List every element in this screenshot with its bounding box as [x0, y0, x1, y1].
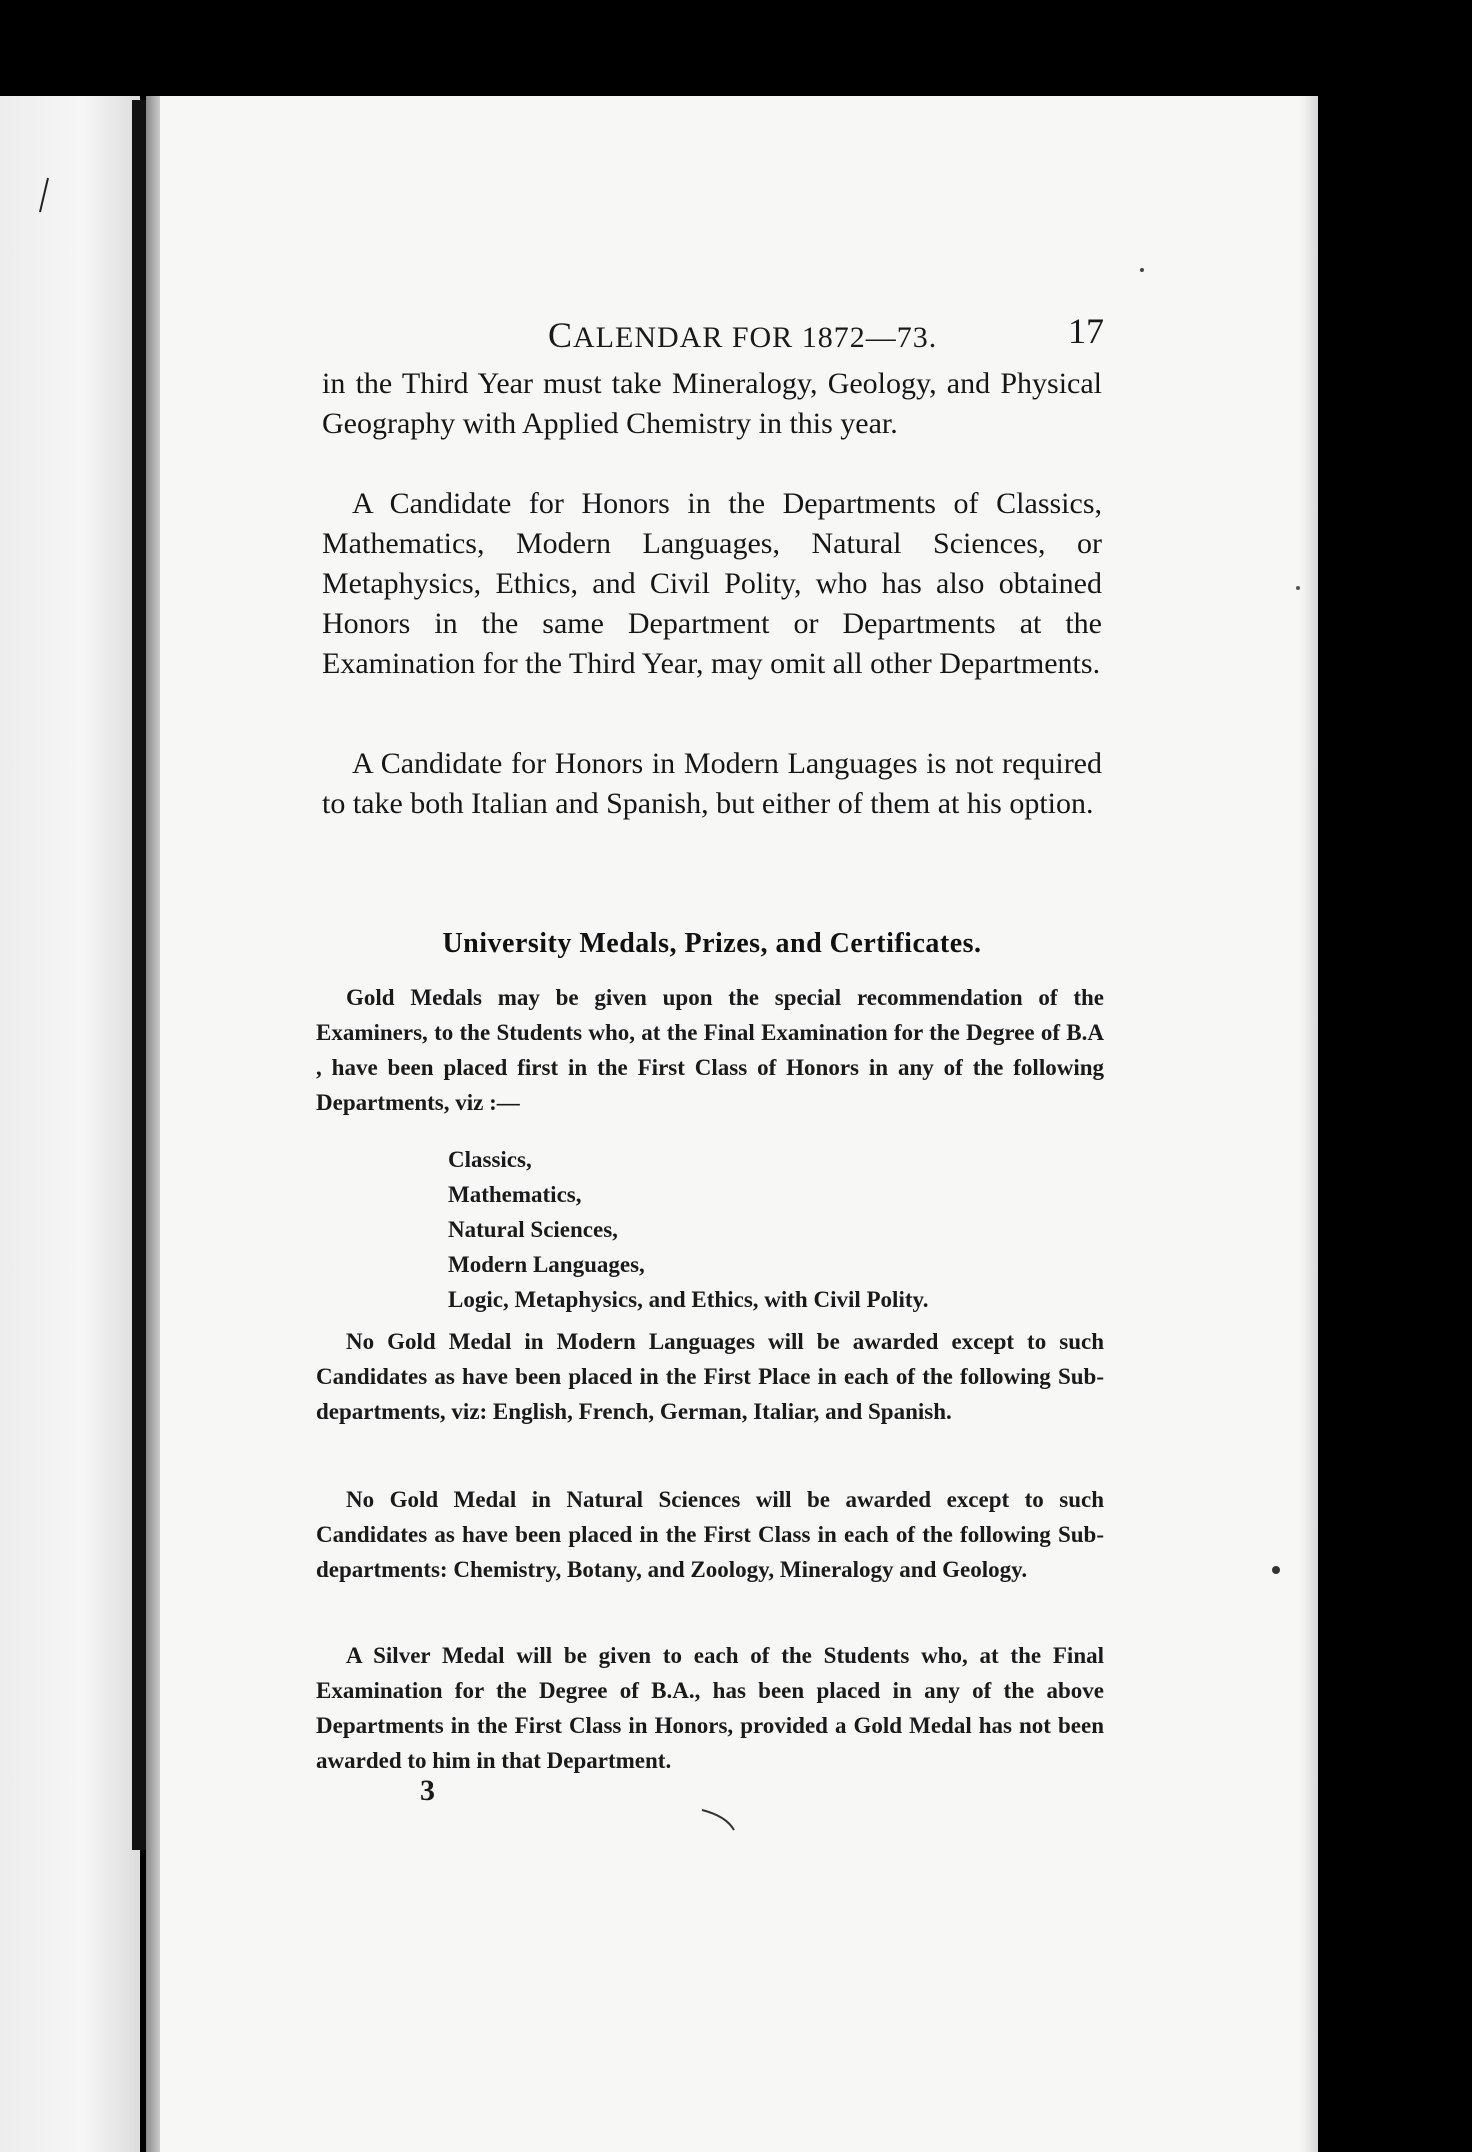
scan-speck [1272, 1566, 1280, 1574]
left-margin-stroke [40, 178, 48, 212]
running-head-text: ALENDAR FOR 1872—73. [573, 321, 938, 354]
running-head-initial: C [548, 315, 574, 355]
list-item: Classics, [448, 1147, 532, 1172]
paragraph-modern-languages-medal: No Gold Medal in Modern Languages will be awarded except to such Candidates as have been placed in the First Place in each of the following Sub-departments, viz: English, French, German, Italiar, and Spanish. [316, 1329, 1104, 1424]
section-heading: University Medals, Prizes, and Certificates. [442, 928, 982, 959]
scan-speck [1296, 586, 1300, 590]
list-item: Mathematics, [448, 1182, 582, 1207]
paragraph-silver-medal: A Silver Medal will be given to each of the Students who, at the Final Examination for the Degree of B.A., has been placed in any of the above Departments in the First Class in Honors, provided a Gold Medal has not been awarded to him in that Department. [316, 1643, 1104, 1773]
paragraph-gold-medals: Gold Medals may be given upon the special recommendation of the Examiners, to the Students who, at the Final Examination for the Degree of B.A , have been placed first in the First Class of Honors in any of the following Departments, viz :— [316, 985, 1104, 1115]
list-item: Natural Sciences, [448, 1217, 618, 1242]
scan-smudge [702, 1810, 734, 1830]
signature-mark: 3 [420, 1774, 435, 1807]
page-number: 17 [1068, 311, 1104, 351]
scan-speck [1140, 268, 1144, 272]
paragraph-honors-omit: A Candidate for Honors in the Departments of Classics, Mathematics, Modern Languages, Natural Sciences, or Metaphysics, Ethics, and Civil Polity, who has also obtained Honors in the same Department or Departments at the Examination for the Third Year, may omit all other Departments. [322, 487, 1102, 680]
list-item: Modern Languages, [448, 1252, 645, 1277]
paragraph-third-year: in the Third Year must take Mineralogy, Geology, and Physical Geography with Applied Chemistry in this year. [322, 367, 1102, 440]
paragraph-modern-languages-option: A Candidate for Honors in Modern Languages is not required to take both Italian and Spanish, but either of them at his option. [322, 747, 1102, 820]
list-item: Logic, Metaphysics, and Ethics, with Civil Polity. [448, 1287, 929, 1312]
paragraph-natural-sciences-medal: No Gold Medal in Natural Sciences will be awarded except to such Candidates as have been placed in the First Class in each of the following Sub-departments: Chemistry, Botany, and Zoology, Mineralogy and Geology. [316, 1487, 1104, 1582]
